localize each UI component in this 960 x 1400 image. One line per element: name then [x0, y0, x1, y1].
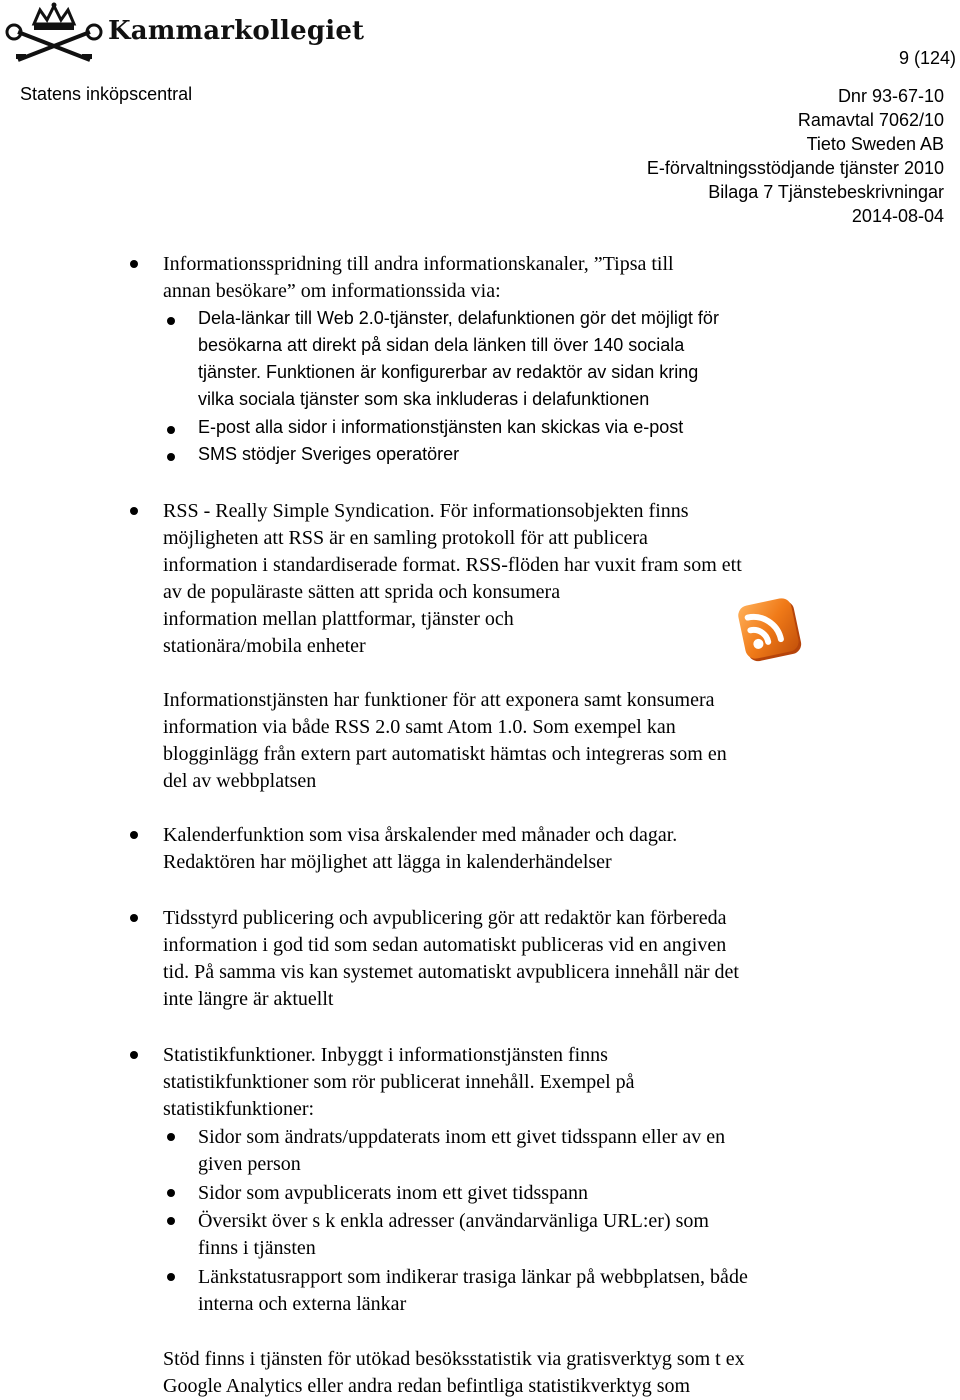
page-number: 9 (124) [898, 48, 956, 68]
body-line: statistikfunktioner: [163, 1098, 315, 1120]
kammarkollegiet-logo [4, 2, 365, 64]
body-line: interna och externa länkar [198, 1293, 407, 1315]
body-line: blogginlägg från extern part automatiskt hämtas och integreras som en [163, 743, 727, 765]
body-line: information i god tid som sedan automatiskt publiceras vid en angiven [163, 934, 727, 956]
bullet-marker [130, 260, 138, 268]
meta-line: 2014-08-04 [851, 206, 944, 226]
body-line: Informationstjänsten har funktioner för att exponera samt konsumera [163, 689, 715, 711]
body-line: tjänster. Funktionen är konfigurerbar av redaktör av sidan kring [198, 362, 699, 382]
body-line: möjligheten att RSS är en samling protokoll för att publicera [163, 527, 648, 549]
body-line: Tidsstyrd publicering och avpublicering gör att redaktör kan förbereda [163, 907, 727, 929]
body-line: Stöd finns i tjänsten för utökad besöksstatistik via gratisverktyg som t ex [163, 1348, 745, 1370]
bullet-marker [167, 1217, 175, 1225]
meta-line: Ramavtal 7062/10 [797, 110, 944, 130]
body-line: besökarna att direkt på sidan dela länken till över 140 sociala [198, 335, 685, 355]
royal-crown-keys-icon [4, 2, 104, 64]
body-line: E-post alla sidor i informationstjänsten kan skickas via e-post [198, 417, 684, 437]
body-line: Kalenderfunktion som visa årskalender med månader och dagar. [163, 824, 678, 846]
meta-line: Dnr 93-67-10 [837, 86, 944, 106]
body-line: Redaktören har möjlighet att lägga in kalenderhändelser [163, 851, 612, 873]
bullet-marker [167, 1189, 175, 1197]
body-line: annan besökare” om informationssida via: [163, 280, 501, 302]
bullet-marker [167, 426, 175, 434]
bullet-marker [130, 831, 138, 839]
body-line: vilka sociala tjänster som ska inkluderas i delafunktionen [198, 389, 650, 409]
document-meta [647, 84, 944, 228]
body-line: RSS - Really Simple Syndication. För informationsobjekten finns [163, 500, 689, 522]
meta-line: Bilaga 7 Tjänstebeskrivningar [708, 182, 944, 202]
bullet-marker [130, 1051, 138, 1059]
body-line: Länkstatusrapport som indikerar trasiga länkar på webbplatsen, både [198, 1266, 748, 1288]
bullet-marker [167, 317, 175, 325]
body-line: Dela-länkar till Web 2.0-tjänster, delafunktionen gör det möjligt för [198, 308, 719, 328]
meta-line: Tieto Sweden AB [806, 134, 944, 154]
body-line: tid. På samma vis kan systemet automatiskt avpublicera innehåll när det [163, 961, 739, 983]
body-line: SMS stödjer Sveriges operatörer [198, 444, 460, 464]
body-line: given person [198, 1153, 301, 1175]
body-line: information via både RSS 2.0 samt Atom 1.0. Som exempel kan [163, 716, 676, 738]
bullet-marker [167, 1133, 175, 1141]
body-line: Statistikfunktioner. Inbyggt i informationstjänsten finns [163, 1044, 608, 1066]
body-line: Informationsspridning till andra informationskanaler, ”Tipsa till [163, 253, 674, 275]
bullet-marker [167, 1273, 175, 1281]
brand-name: Kammarkollegiet [108, 16, 365, 46]
bullet-marker [130, 914, 138, 922]
body-line: Google Analytics eller andra redan befintliga statistikverktyg som [163, 1375, 691, 1397]
body-line: Översikt över s k enkla adresser (användarvänliga URL:er) som [198, 1210, 709, 1232]
body-line: Sidor som ändrats/uppdaterats inom ett givet tidsspann eller av en [198, 1126, 726, 1148]
body-line: inte längre är aktuellt [163, 988, 334, 1010]
body-line: del av webbplatsen [163, 770, 317, 792]
body-line: stationära/mobila enheter [163, 635, 366, 657]
bullet-marker [167, 453, 175, 461]
meta-line: E-förvaltningsstödjande tjänster 2010 [646, 158, 944, 178]
body-line: av de populäraste sätten att sprida och konsumera [163, 581, 561, 603]
body-line: information mellan plattformar, tjänster och [163, 608, 514, 630]
body-line: information i standardiserade format. RSS-flöden har vuxit fram som ett [163, 554, 742, 576]
body-line: Sidor som avpublicerats inom ett givet tidsspann [198, 1182, 588, 1204]
body-line: finns i tjänsten [198, 1237, 316, 1259]
rss-feed-icon [736, 596, 806, 666]
bullet-marker [130, 507, 138, 515]
organization-name: Statens inköpscentral [20, 84, 193, 104]
body-line: statistikfunktioner som rör publicerat innehåll. Exempel på [163, 1071, 635, 1093]
